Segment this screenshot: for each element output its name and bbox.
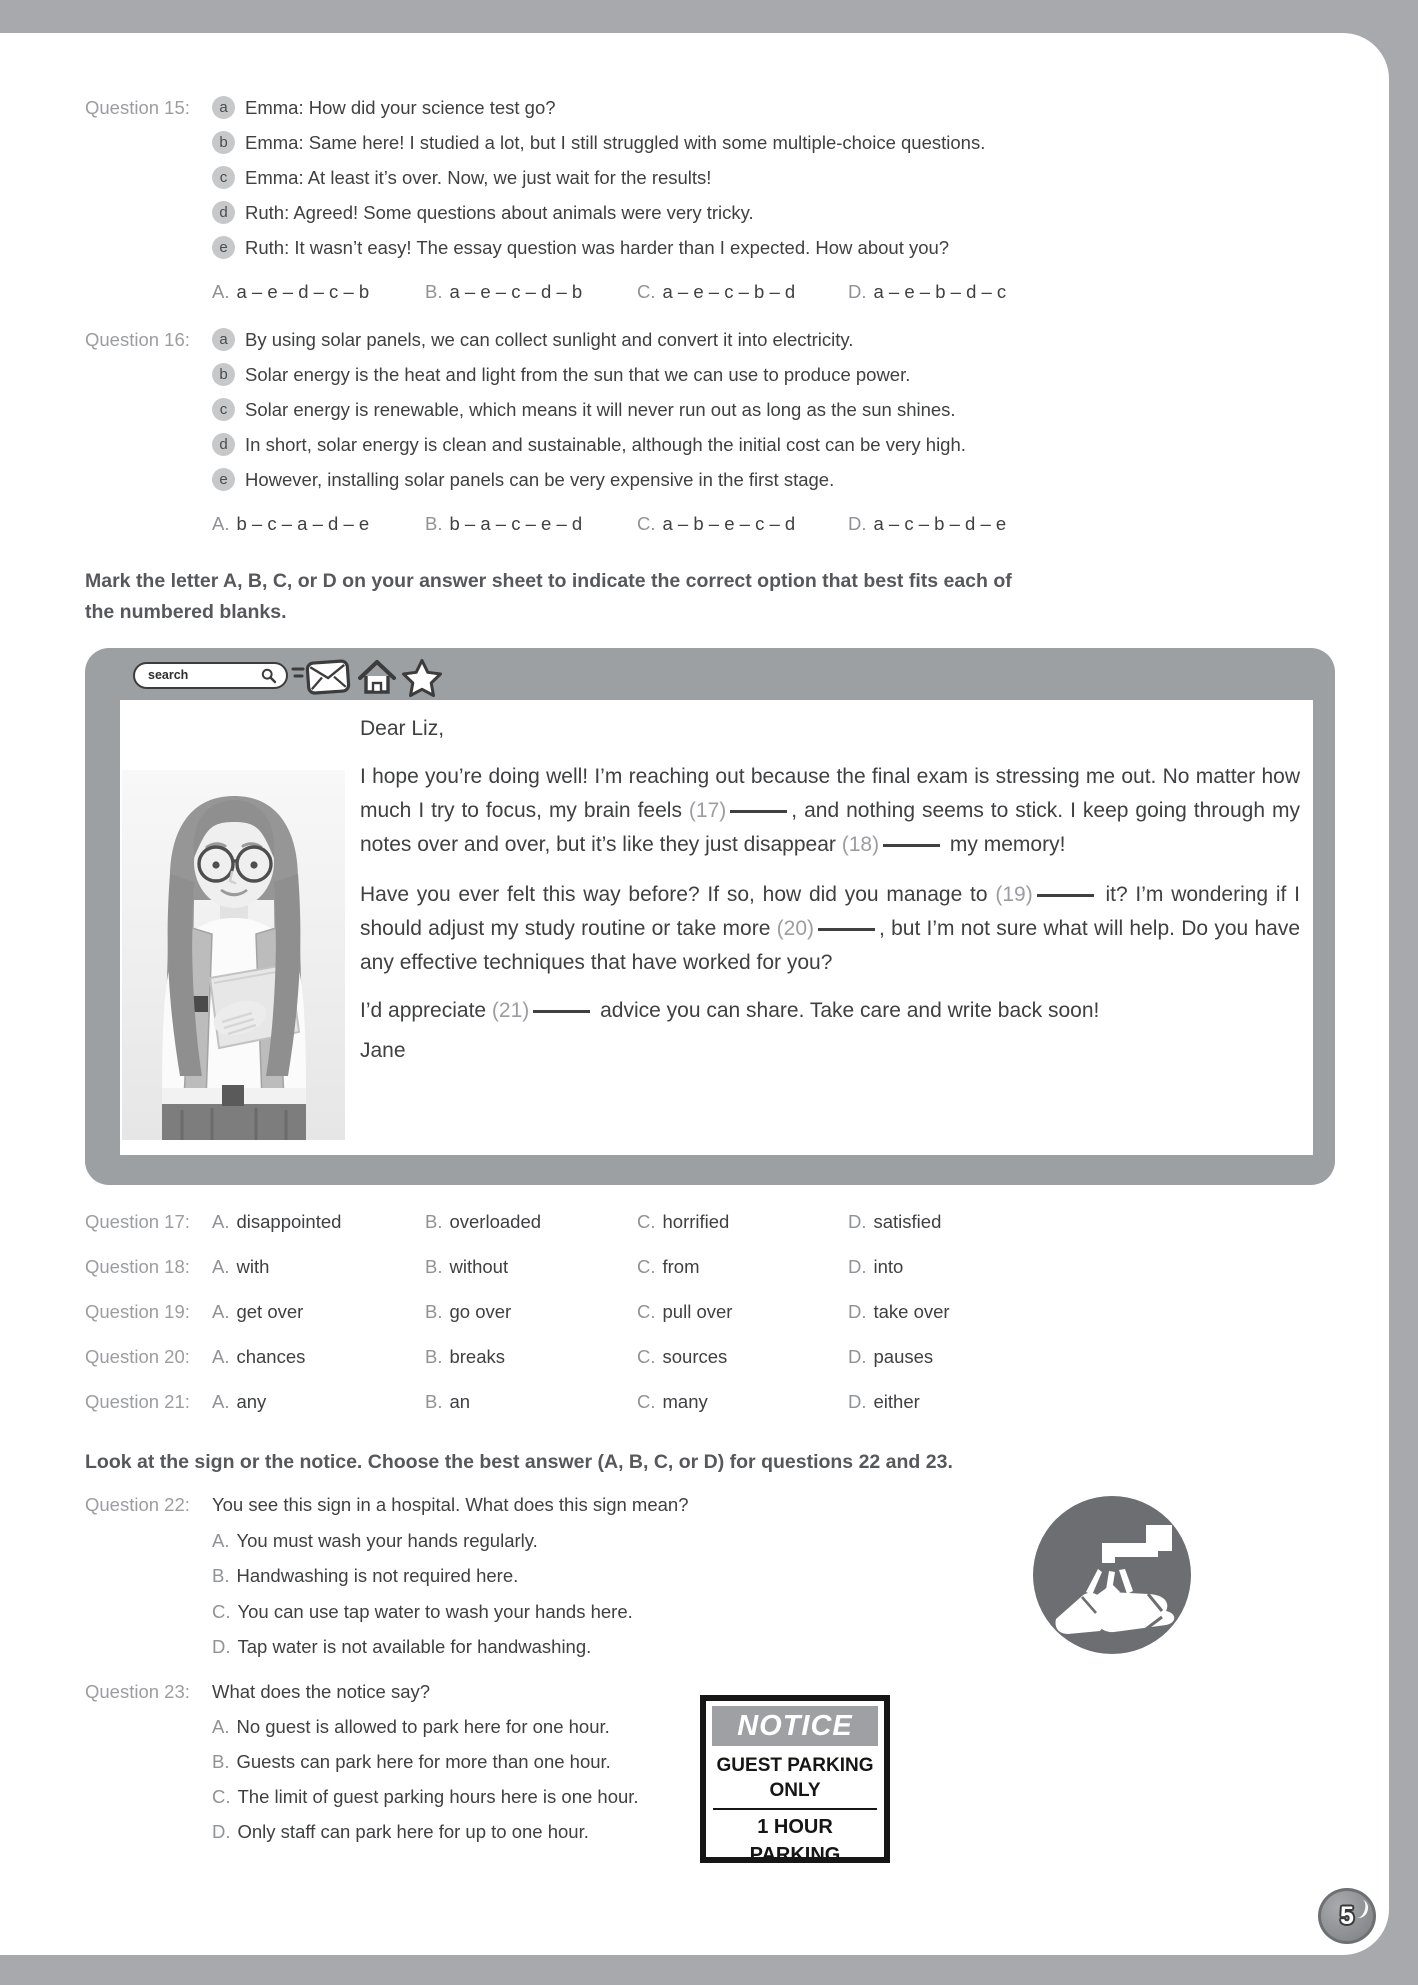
question-22	[85, 1487, 689, 1665]
notice-divider	[713, 1808, 877, 1810]
answer-choice-b: B. a – e – c – d – b	[425, 281, 583, 302]
handwash-sign-icon	[1030, 1493, 1194, 1657]
list-item	[212, 427, 966, 462]
blank-number-19: (19)	[995, 883, 1033, 906]
option-b: B. overloaded	[425, 1211, 542, 1232]
option-text: Solar energy is renewable, which means it will never run out as long as the sun shines.	[245, 398, 956, 420]
question-16-label: Question 16:	[85, 329, 190, 350]
student-photo	[122, 770, 345, 1140]
list-item	[212, 392, 966, 427]
option-d: D. satisfied	[848, 1211, 942, 1232]
search-input	[133, 662, 288, 689]
answer-choice-d: D. a – e – b – d – c	[848, 281, 1007, 302]
option-c: C. sources	[637, 1346, 728, 1367]
option-d: D. into	[848, 1256, 904, 1277]
option-a: A. get over	[212, 1301, 304, 1322]
answer-choice-d: D. a – c – b – d – e	[848, 513, 1007, 534]
option-b: B. go over	[425, 1301, 512, 1322]
notice-line-2: ONLY	[769, 1780, 821, 1801]
question-22-label: Question 22:	[85, 1494, 190, 1515]
list-item	[212, 90, 985, 125]
option-d: D. take over	[848, 1301, 950, 1322]
notice-line-3: 1 HOUR PARKING	[749, 1816, 841, 1866]
page-number: 5	[1340, 1901, 1354, 1930]
option-badge-a: a	[212, 328, 235, 351]
option-c: C. pull over	[637, 1301, 733, 1322]
option-text: By using solar panels, we can collect sunlight and convert it into electricity.	[245, 328, 854, 350]
option-text: Emma: How did your science test go?	[245, 96, 556, 118]
option-a: A. You must wash your hands regularly.	[212, 1529, 538, 1551]
option-text: Ruth: It wasn’t easy! The essay question was harder than I expected. How about you?	[245, 236, 950, 258]
letter-paragraph-1: I hope you’re doing well! I’m reaching out because the final exam is stressing me out. No matter how much I try to focus, my brain feels (17) , and nothing seems to stick. I keep going through my notes over and over, but it’s like they just disappear (18) my memory!	[360, 765, 1300, 856]
blank-number-18: (18)	[841, 833, 880, 856]
question-16-answer-choices	[212, 513, 1372, 535]
option-c: C. from	[637, 1256, 700, 1277]
option-c: C. many	[637, 1391, 708, 1412]
option-a: A. disappointed	[212, 1211, 342, 1232]
question-19-row: Question 19: A. get over B. go over C. pull over D. take over	[85, 1300, 950, 1345]
option-badge-b: b	[212, 131, 235, 154]
question-15-answer-choices	[212, 281, 1372, 303]
notice-title: NOTICE	[712, 1706, 878, 1746]
option-badge-c: c	[212, 166, 235, 189]
letter-salutation: Dear Liz,	[360, 717, 445, 740]
blank-number-17: (17)	[688, 799, 727, 822]
question-18-row: Question 18: A. with B. without C. from D. into	[85, 1255, 950, 1300]
star-icon	[401, 658, 443, 698]
option-badge-e: e	[212, 236, 235, 259]
option-b: B. breaks	[425, 1346, 506, 1367]
question-22-text: You see this sign in a hospital. What does this sign mean?	[212, 1494, 689, 1515]
list-item	[212, 462, 966, 497]
option-d: D. either	[848, 1391, 920, 1412]
list-item	[212, 160, 985, 195]
option-text: Emma: At least it’s over. Now, we just wait for the results!	[245, 166, 712, 188]
option-badge-c: c	[212, 398, 235, 421]
list-item	[212, 357, 966, 392]
question-21-row: Question 21: A. any B. an C. many D. either	[85, 1390, 950, 1435]
option-b: B. an	[425, 1391, 471, 1412]
email-letter	[360, 702, 1300, 1068]
option-text: Ruth: Agreed! Some questions about animals were very tricky.	[245, 201, 754, 223]
option-badge-a: a	[212, 96, 235, 119]
search-icon	[261, 668, 277, 684]
question-17-row: Question 17: A. disappointed B. overloaded C. horrified D. satisfied	[85, 1210, 950, 1255]
blank-20	[818, 928, 875, 931]
option-b: B. Handwashing is not required here.	[212, 1565, 519, 1586]
section-instruction-blanks: Mark the letter A, B, C, or D on your answer sheet to indicate the correct option that best fits each of the numbered blanks.	[85, 570, 1012, 623]
option-badge-d: d	[212, 201, 235, 224]
option-c: C. The limit of guest parking hours here is one hour.	[212, 1786, 639, 1807]
option-a: A. any	[212, 1391, 267, 1412]
option-a: A. with	[212, 1256, 270, 1277]
question-16-items	[212, 322, 966, 497]
option-b: B. Guests can park here for more than one hour.	[212, 1751, 611, 1772]
list-item	[212, 230, 985, 265]
answer-choice-a: A. a – e – d – c – b	[212, 281, 370, 302]
browser-window	[85, 648, 1335, 1185]
option-a: A. chances	[212, 1346, 306, 1367]
question-23-text: What does the notice say?	[212, 1681, 431, 1702]
letter-paragraph-3: I’d appreciate (21) advice you can share. Take care and write back soon!	[360, 999, 1100, 1022]
blank-number-21: (21)	[491, 999, 530, 1022]
page-number-badge	[1318, 1888, 1376, 1944]
parking-notice-sign	[700, 1695, 890, 1866]
answer-choice-a: A. b – c – a – d – e	[212, 513, 370, 534]
option-text: Solar energy is the heat and light from the sun that we can use to produce power.	[245, 363, 911, 385]
question-20-row: Question 20: A. chances B. breaks C. sources D. pauses	[85, 1345, 950, 1390]
option-d: D. pauses	[848, 1346, 934, 1367]
question-15-label: Question 15:	[85, 97, 190, 118]
blank-21	[533, 1010, 590, 1013]
option-d: D. Tap water is not available for handwashing.	[212, 1636, 592, 1657]
blank-number-20: (20)	[776, 917, 814, 940]
option-a: A. No guest is allowed to park here for one hour.	[212, 1716, 610, 1737]
answer-choice-c: C. a – e – c – b – d	[637, 281, 796, 302]
option-badge-d: d	[212, 433, 235, 456]
notice-line-1: GUEST PARKING	[716, 1755, 874, 1776]
list-item	[212, 125, 985, 160]
blank-18	[883, 844, 940, 847]
blank-17	[730, 810, 787, 813]
option-c: C. You can use tap water to wash your hands here.	[212, 1600, 633, 1622]
letter-signature: Jane	[360, 1039, 406, 1062]
question-23	[85, 1674, 639, 1849]
option-badge-e: e	[212, 468, 235, 491]
option-text: In short, solar energy is clean and sustainable, although the initial cost can be very high.	[245, 433, 966, 455]
option-badge-b: b	[212, 363, 235, 386]
blank-19	[1037, 894, 1094, 897]
search-placeholder: search	[148, 668, 189, 683]
exam-page	[0, 33, 1389, 1955]
email-content	[120, 700, 1313, 1155]
questions-17-21	[85, 1210, 950, 1435]
mail-icon	[291, 657, 353, 697]
answer-choice-c: C. a – b – e – c – d	[637, 513, 796, 534]
list-item	[212, 195, 985, 230]
option-text: However, installing solar panels can be very expensive in the first stage.	[245, 468, 835, 490]
question-23-label: Question 23:	[85, 1681, 190, 1702]
question-15-items	[212, 90, 985, 265]
section-instruction-signs: Look at the sign or the notice. Choose the best answer (A, B, C, or D) for questions 22 and 23.	[85, 1451, 953, 1473]
option-b: B. without	[425, 1256, 509, 1277]
answer-choice-b: B. b – a – c – e – d	[425, 513, 583, 534]
option-text: Emma: Same here! I studied a lot, but I still struggled with some multiple-choice questions.	[245, 131, 986, 153]
letter-paragraph-2: Have you ever felt this way before? If so, how did you manage to (19) it? I’m wondering if I should adjust my study routine or take more (20) , but I’m not sure what will help. Do you have any effective techniques that have worked for you?	[360, 883, 1300, 974]
option-c: C. horrified	[637, 1211, 730, 1232]
home-icon	[357, 659, 397, 697]
list-item	[212, 322, 966, 357]
option-d: D. Only staff can park here for up to one hour.	[212, 1821, 589, 1842]
